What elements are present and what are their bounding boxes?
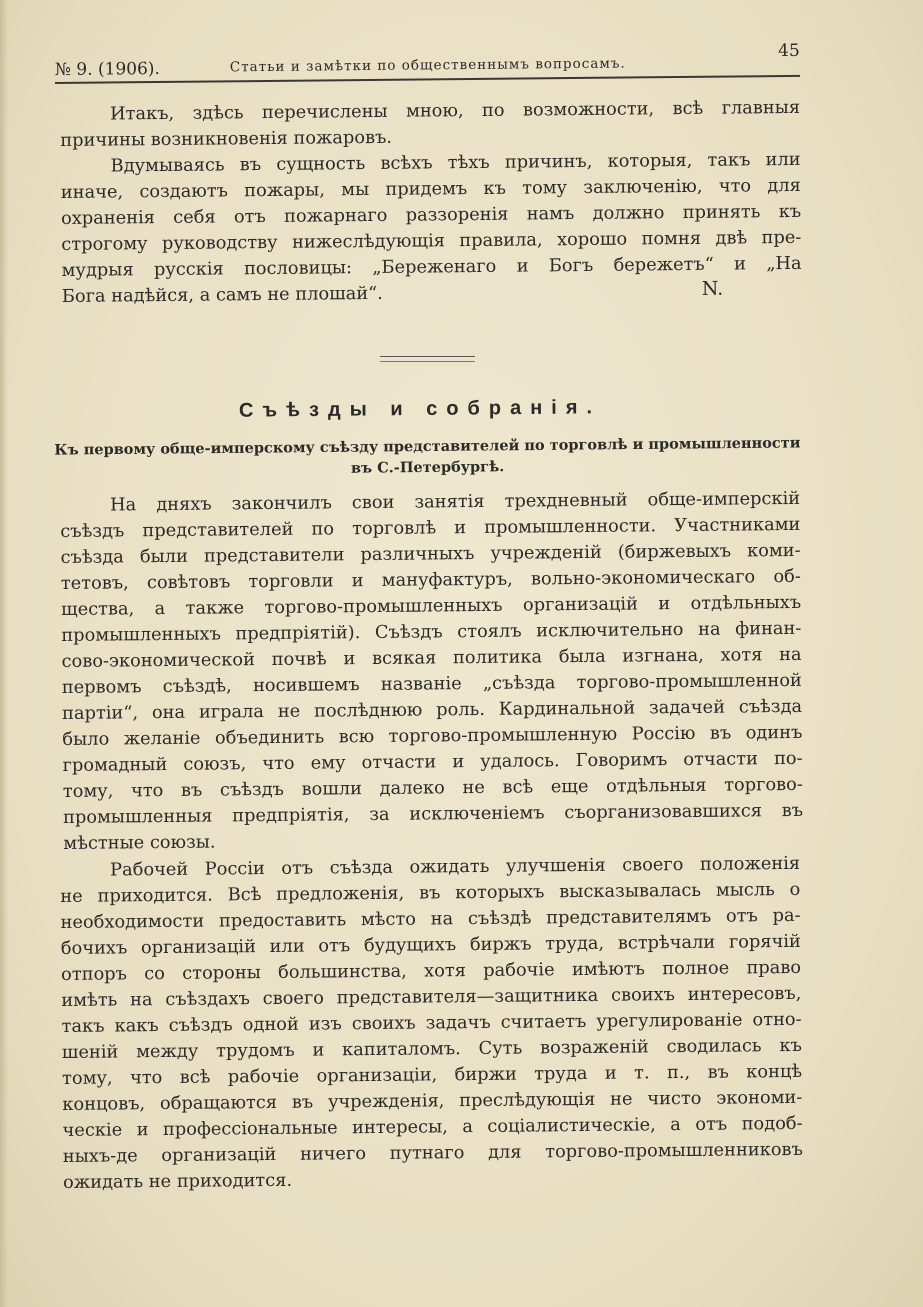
article-subtitle bbox=[45, 432, 810, 481]
text-line: сово-экономической почвѣ и всякая политика была изгнана, хотя на bbox=[61, 643, 802, 672]
text-line: первомъ съѣздѣ, носившемъ названіе „съѣзда торгово-промышленной bbox=[61, 669, 802, 698]
text-line: На дняхъ закончилъ свои занятія трехдневный обще-имперскій bbox=[110, 487, 801, 516]
text-line: такъ какъ съѣздъ одной изъ своихъ задачъ считаетъ урегулированіе отно- bbox=[61, 1008, 802, 1037]
running-header bbox=[55, 41, 800, 84]
text-line: было желаніе объединить всю торгово-промышленную Россію въ одинъ bbox=[62, 721, 803, 750]
text-line: промышленныя предпріятія, за исключеніемъ съорганизовавшихся въ bbox=[63, 799, 804, 828]
text-line: иначе, создаютъ пожары, мы придемъ къ тому заключенію, что для bbox=[60, 174, 801, 203]
subtitle-line: Къ первому обще-имперскому съѣзду представителей по торговлѣ и промышленности bbox=[54, 434, 801, 459]
text-line: не приходится. Всѣ предложенія, въ которыхъ высказывалась мысль о bbox=[60, 878, 801, 907]
text-line: мудрыя русскія пословицы: „Береженаго и Богъ бережетъ“ и „На bbox=[61, 252, 802, 281]
text-line: ожидать не приходится. bbox=[63, 1169, 293, 1193]
article-paragraph-1 bbox=[60, 486, 803, 857]
text-line: тетовъ, совѣтовъ торговли и мануфактуръ, вольно-экономическаго об- bbox=[60, 565, 801, 594]
text-line: промышленныхъ предпріятій). Съѣздъ стоялъ исключительно на финан- bbox=[61, 617, 802, 646]
text-line: мѣстные союзы. bbox=[63, 831, 216, 854]
author-signature: N. bbox=[701, 277, 724, 300]
text-line: партіи“, она играла не послѣднюю роль. Кардинальной задачей съѣзда bbox=[62, 695, 803, 724]
text-line: отпоръ со стороны большинства, хотя рабочіе имѣютъ полное право bbox=[61, 956, 802, 985]
section-title: Съѣзды и собранія. bbox=[238, 396, 602, 422]
text-line: концовъ, обращаются въ учрежденія, преслѣдующія не чисто экономи- bbox=[62, 1086, 803, 1115]
page-fold-shadow bbox=[0, 0, 8, 1307]
issue-number: № 9. (1906). bbox=[54, 58, 161, 81]
text-line: Итакъ, здѣсь перечислены мною, по возможности, всѣ главныя bbox=[110, 96, 801, 125]
text-line: необходимости предоставить мѣсто на съѣздѣ представителямъ отъ ра- bbox=[60, 904, 801, 933]
text-line: съѣздъ представителей по торговлѣ и промышленности. Участниками bbox=[60, 513, 801, 542]
text-line: строгому руководству нижеслѣдующія правила, хорошо помня двѣ пре- bbox=[61, 226, 802, 255]
intro-text bbox=[60, 95, 802, 310]
text-line: щества, а также торгово-промышленныхъ организацій и отдѣльныхъ bbox=[61, 591, 802, 620]
text-line: ческіе и профессіональные интересы, а соціалистическіе, а отъ подоб- bbox=[62, 1112, 803, 1141]
text-line: Бога надѣйся, а самъ не плошай“. bbox=[61, 282, 383, 307]
text-line: тому, что всѣ рабочіе организаціи, биржи труда и т. п., въ концѣ bbox=[62, 1060, 803, 1089]
text-line: тому, что въ съѣздъ вошли далеко не всѣ еще отдѣльныя торгово- bbox=[62, 773, 803, 802]
text-line: громадный союзъ, что ему отчасти и удалось. Говоримъ отчасти по- bbox=[62, 747, 803, 776]
article-paragraph-2 bbox=[60, 851, 803, 1196]
text-line: Рабочей Россіи отъ съѣзда ожидать улучшенія своего положенія bbox=[110, 852, 801, 881]
text-line: шеній между трудомъ и капиталомъ. Суть возраженій сводилась къ bbox=[61, 1034, 802, 1063]
text-line: ныхъ-де организацій ничего путнаго для торгово-промышленниковъ bbox=[62, 1138, 803, 1167]
page-number: 45 bbox=[777, 40, 800, 62]
text-line: охраненія себя отъ пожарнаго раззоренія намъ должно принять къ bbox=[61, 200, 802, 229]
section-divider bbox=[380, 356, 475, 362]
subtitle-line: въ С.-Петербургѣ. bbox=[350, 458, 505, 477]
text-line: бочихъ организацій или отъ будущихъ биржъ труда, встрѣчали горячій bbox=[60, 930, 801, 959]
text-line: причины возникновенія пожаровъ. bbox=[60, 126, 393, 151]
text-line: съѣзда были представители различныхъ учрежденій (биржевыхъ коми- bbox=[60, 539, 801, 568]
running-title: Статьи и замѣтки по общественнымъ вопросамъ. bbox=[229, 55, 626, 76]
text-line: Вдумываясь въ сущность всѣхъ тѣхъ причинъ, которыя, такъ или bbox=[110, 148, 801, 177]
text-line: имѣть на съѣздахъ своего представителя—защитника своихъ интересовъ, bbox=[61, 982, 802, 1011]
